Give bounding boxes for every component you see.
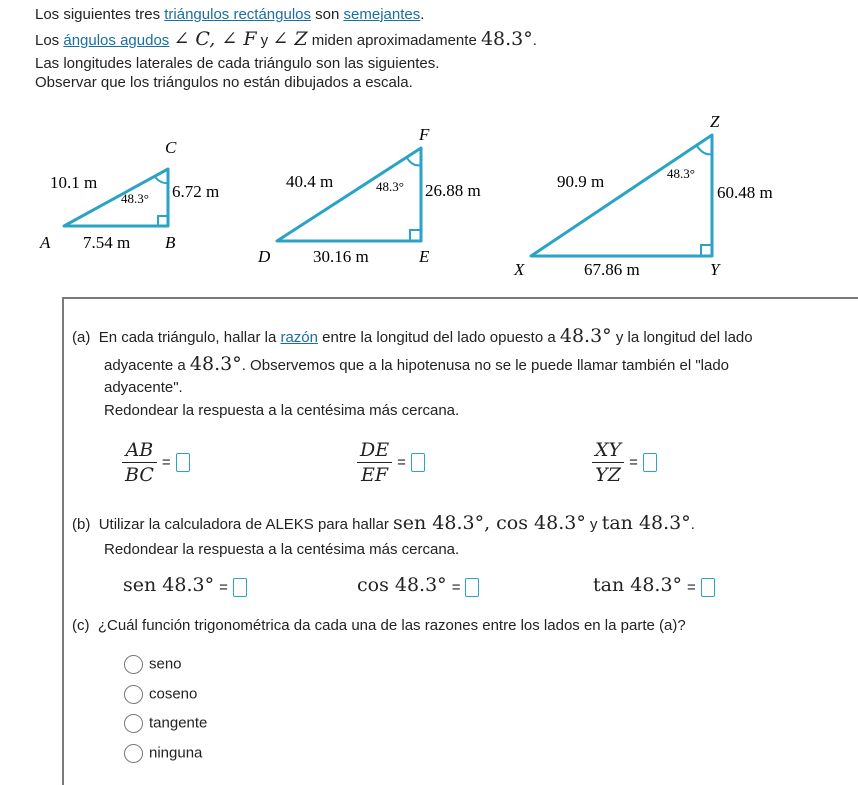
numerator: AB xyxy=(125,439,154,461)
part-b-label: (b) xyxy=(72,516,91,533)
vertex-y: Y xyxy=(710,260,720,279)
answer-sen[interactable] xyxy=(233,578,247,597)
angle-value: 48.3° xyxy=(559,325,612,347)
vertex-c: C xyxy=(165,138,177,157)
ratio-de-ef xyxy=(357,438,425,487)
intro-line-1 xyxy=(35,6,424,23)
side-xz: 90.9 m xyxy=(557,172,605,191)
option-coseno[interactable] xyxy=(124,685,197,704)
option-tangente[interactable] xyxy=(124,714,207,733)
answer-ab-bc[interactable] xyxy=(176,453,190,472)
part-a-line-3: adyacente". xyxy=(104,379,183,396)
part-b-line-2: Redondear la respuesta a la centésima más cercana. xyxy=(104,541,460,558)
radio-ninguna[interactable] xyxy=(124,744,143,763)
denominator: BC xyxy=(125,464,154,487)
denominator: EF xyxy=(361,464,389,487)
radio-seno[interactable] xyxy=(124,655,143,674)
angle-f-label: 48.3° xyxy=(376,179,404,194)
side-ef: 26.88 m xyxy=(425,181,481,200)
part-b-text: y xyxy=(585,516,602,533)
answer-cos[interactable] xyxy=(465,578,479,597)
tan-function: tan 48.3° xyxy=(601,512,691,534)
radio-tangente[interactable] xyxy=(124,714,143,733)
tan-expression xyxy=(593,574,715,597)
side-yz: 60.48 m xyxy=(717,183,773,202)
triangle-def xyxy=(257,125,481,266)
part-a-text: adyacente a xyxy=(104,357,190,374)
part-a-text: y la longitud del lado xyxy=(611,329,753,346)
part-a-line-4: Redondear la respuesta a la centésima más cercana. xyxy=(104,402,460,419)
panel-divider xyxy=(62,297,858,299)
intro-text: . xyxy=(532,32,537,49)
fraction-xy-yz xyxy=(592,438,624,487)
cos-label: cos 48.3° xyxy=(357,574,447,596)
side-bc: 6.72 m xyxy=(172,182,220,201)
part-b-text: Utilizar la calculadora de ALEKS para hallar xyxy=(98,516,394,533)
vertex-x: X xyxy=(514,260,525,279)
link-semejantes[interactable]: semejantes xyxy=(343,6,421,23)
part-a-text: En cada triángulo, hallar la xyxy=(98,329,281,346)
sen-label: sen 48.3° xyxy=(123,574,215,596)
cos-expression xyxy=(357,574,479,597)
intro-line-4: Observar que los triángulos no están dibujados a escala. xyxy=(35,74,413,91)
equals-sign: = xyxy=(219,578,228,596)
vertex-f: F xyxy=(419,125,430,144)
side-ab: 7.54 m xyxy=(83,233,131,252)
part-a-label: (a) xyxy=(72,329,91,346)
angle-value: 48.3° xyxy=(189,353,242,375)
angles-cf: ∠ C, ∠ F xyxy=(173,28,257,50)
triangle-abc xyxy=(39,138,219,252)
link-angulos-agudos[interactable]: ángulos agudos xyxy=(63,32,170,49)
angle-value: 48.3° xyxy=(480,28,533,50)
vertex-b: B xyxy=(165,233,176,252)
triangles-figure xyxy=(0,110,858,290)
intro-text: son xyxy=(311,6,344,23)
angle-z: ∠ Z xyxy=(272,28,308,50)
part-b-line-1 xyxy=(72,512,695,534)
equals-sign: = xyxy=(629,454,638,472)
part-c-line xyxy=(72,617,686,634)
option-label: seno xyxy=(149,655,182,673)
triangle-xyz xyxy=(513,112,773,279)
vertex-d: D xyxy=(258,247,271,266)
part-a-text: entre la longitud del lado opuesto a xyxy=(318,329,560,346)
vertex-z: Z xyxy=(710,112,720,131)
ratio-xy-yz xyxy=(592,438,657,487)
sen-expression xyxy=(123,574,247,597)
denominator: YZ xyxy=(595,464,621,487)
radio-coseno[interactable] xyxy=(124,685,143,704)
option-seno[interactable] xyxy=(124,655,182,674)
answer-xy-yz[interactable] xyxy=(643,453,657,472)
equals-sign: = xyxy=(687,578,696,596)
part-a-line-1 xyxy=(72,325,753,347)
link-triangulos-rectangulos[interactable]: triángulos rectángulos xyxy=(164,6,312,23)
answer-de-ef[interactable] xyxy=(411,453,425,472)
option-label: tangente xyxy=(149,714,208,732)
equals-sign: = xyxy=(161,454,171,472)
vertex-e: E xyxy=(419,247,430,266)
side-de: 30.16 m xyxy=(313,247,369,266)
part-b-text: . xyxy=(690,516,695,533)
option-label: ninguna xyxy=(149,744,203,762)
link-razon[interactable]: razón xyxy=(280,329,318,346)
angle-z-label: 48.3° xyxy=(667,166,695,181)
intro-line-2 xyxy=(35,28,537,50)
option-ninguna[interactable] xyxy=(124,744,202,763)
trig-functions: sen 48.3°, cos 48.3° xyxy=(393,512,586,534)
side-df: 40.4 m xyxy=(286,172,334,191)
fraction-de-ef xyxy=(357,438,392,487)
numerator: DE xyxy=(360,439,390,461)
part-c-label: (c) xyxy=(72,617,90,634)
intro-text: miden aproximadamente xyxy=(307,32,481,49)
intro-line-3: Las longitudes laterales de cada triángulo son las siguientes. xyxy=(35,55,440,72)
vertex-a: A xyxy=(40,233,51,252)
equals-sign: = xyxy=(451,578,461,596)
panel-left-border xyxy=(62,297,64,785)
intro-text: y xyxy=(256,32,273,49)
side-ac: 10.1 m xyxy=(50,173,98,192)
option-label: coseno xyxy=(149,685,198,703)
intro-text: Los xyxy=(35,32,64,49)
intro-text: Los siguientes tres xyxy=(35,6,165,23)
ratio-ab-bc xyxy=(122,438,190,487)
equals-sign: = xyxy=(397,454,406,472)
part-a-text: . Observemos que a la hipotenusa no se le puede llamar también el "lado xyxy=(241,357,730,374)
tan-label: tan 48.3° xyxy=(593,574,683,596)
intro-text: . xyxy=(420,6,425,23)
part-a-line-2 xyxy=(104,353,729,375)
angle-c-label: 48.3° xyxy=(121,191,149,206)
part-c-question: ¿Cuál función trigonométrica da cada una de las razones entre los lados en la parte (a)? xyxy=(97,617,686,634)
side-xy: 67.86 m xyxy=(584,260,640,279)
fraction-ab-bc xyxy=(122,438,157,487)
answer-tan[interactable] xyxy=(701,578,715,597)
numerator: XY xyxy=(595,439,622,461)
